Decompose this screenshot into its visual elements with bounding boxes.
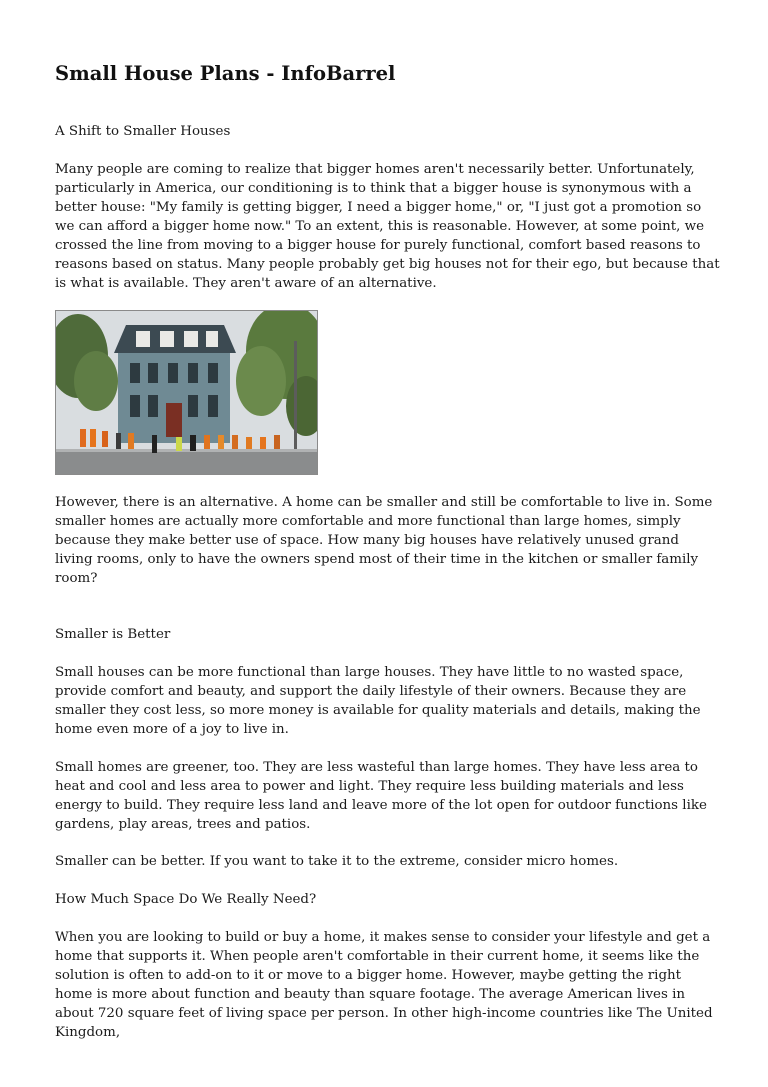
paragraph-functional: Small houses can be more functional than large houses. They have little to no wasted space, provide comfort and beauty, and support the daily lifestyle of their owners. Because they are smaller they cost less, so more money is available for quality materials and details, making the home even more of a joy to live in. [55,665,701,737]
paragraph-micro-homes: Smaller can be better. If you want to take it to the extreme, consider micro homes. [55,854,619,869]
house-photo [55,310,318,475]
paragraph-alternative: However, there is an alternative. A home can be smaller and still be comfortable to live in. Some smaller homes are actually more comfortable and more functional than large homes, simply because they make better use of space. How many big houses have relatively unused grand living rooms, only to have the owners spend most of their time in the kitchen or smaller family room? [55,495,713,586]
section-heading-smaller: Smaller is Better [55,627,171,642]
paragraph-greener: Small homes are greener, too. They are less wasteful than large homes. They have less area to heat and cool and less area to power and light. They require less building materials and less energy to build. They require less land and leave more of the lot open for outdoor functions like gardens, play areas, trees and patios. [55,760,707,832]
paragraph-intro: Many people are coming to realize that bigger homes aren't necessarily better. Unfortunately, particularly in America, our conditioning is to think that a bigger house is synonymous with a better house: "My family is getting bigger, I need a bigger home," or, "I just got a promotion so we can afford a bigger home now." To an extent, this is reasonable. However, at some point, we crossed the line from moving to a bigger house for purely functional, comfort based reasons to reasons based on status. Many people probably get big houses not for their ego, but because that is what is available. They aren't aware of an alternative. [55,162,720,291]
section-heading-space: How Much Space Do We Really Need? [55,892,317,907]
section-heading-shift: A Shift to Smaller Houses [55,124,231,139]
document-title: Small House Plans - InfoBarrel [55,62,396,85]
paragraph-space-needed: When you are looking to build or buy a home, it makes sense to consider your lifestyle and get a home that supports it. When people aren't comfortable in their current home, it seems like the solution is often to add-on to it or move to a bigger home. However, maybe getting the right home is more about function and beauty than square footage. The average American lives in about 720 square feet of living space per person. In other high-income countries like The United Kingdom, [55,930,713,1040]
